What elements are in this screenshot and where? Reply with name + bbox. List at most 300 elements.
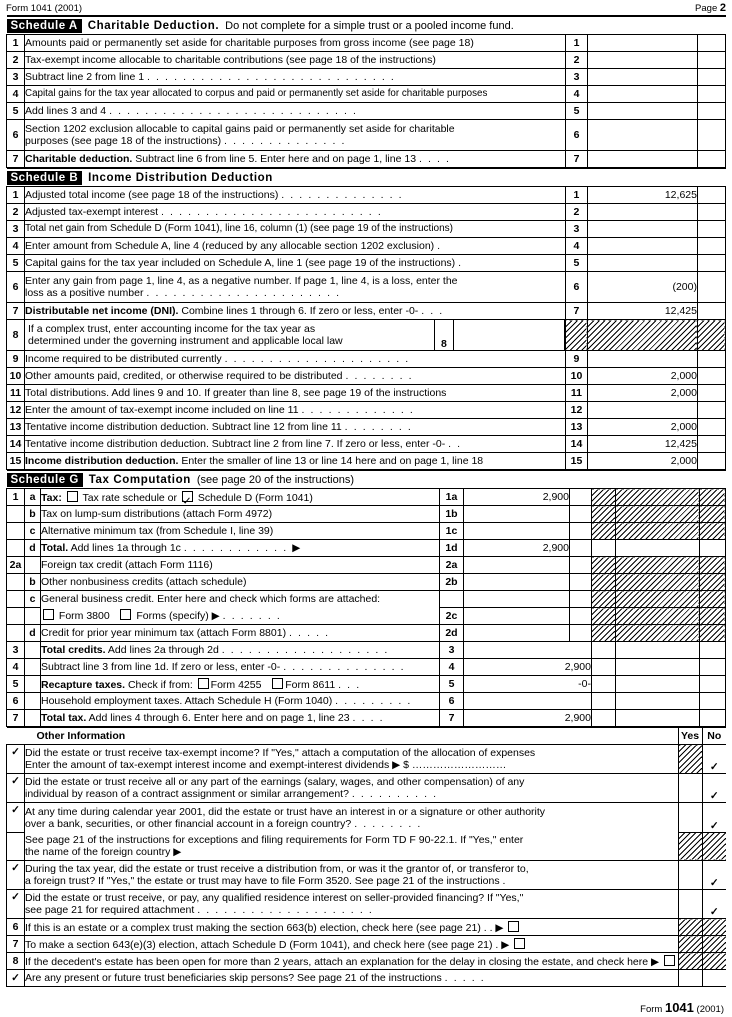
hatched-cell [699,574,725,591]
amount-field[interactable] [587,238,697,255]
line-text: Total net gain from Schedule D (Form 1041), line 16, column (1) (see page 19 of the instructions) [25,221,566,238]
line-text: If the decedent's estate has been open for more than 2 years, attach an explanation for the delay in closing the estate, and check here ▶ [25,953,679,970]
cents-field[interactable] [698,35,726,52]
line-number: 4 [7,238,25,255]
amount-field[interactable] [587,204,697,221]
cents-field[interactable] [697,419,725,436]
hatched-cell [615,506,699,523]
table-row [7,204,726,221]
line-number: 7 [7,710,25,727]
table-row [7,272,726,303]
line-text: Capital gains for the tax year allocated to corpus and paid or permanently set aside for charitable purposes [25,86,566,103]
line-number: 10 [7,368,25,385]
line-text: Total. Add lines 1a through 1c . . . . . . . . . . . . ▶ [41,540,440,557]
table-row [7,221,726,238]
amount-field[interactable]: 2,000 [587,385,697,402]
line-number: 1 [7,35,25,52]
line-text: If this is an estate or a complex trust making the section 663(b) election, check here (see page 21) . . ▶ [25,919,679,936]
schedule-a-header-row [7,16,726,35]
hatched-cell [699,608,725,625]
cents-field[interactable] [569,557,591,574]
hatched-cell [702,919,726,936]
table-row [7,151,726,168]
cents-field[interactable] [569,574,591,591]
table-row [7,120,726,151]
amount-field[interactable] [587,221,697,238]
line-text: Are any present or future trust beneficiaries skip persons? See page 21 of the instructions . . . . . [25,970,679,987]
table-row [7,574,726,591]
hatched-cell [591,489,615,506]
form-4255-checkbox[interactable] [198,678,209,689]
table-row [7,745,727,774]
amount-field[interactable] [587,351,697,368]
line-text: See page 21 of the instructions for exceptions and filing requirements for Form TD F 90-22.1. If "Yes," enter the name of the foreign country ▶ [25,832,679,861]
line-text: Tax: Tax rate schedule or Schedule D (Form 1041) [41,489,440,506]
other-information-table [6,727,726,987]
table-row [7,506,726,523]
cents-field[interactable] [591,676,615,693]
amount-field[interactable] [587,255,697,272]
table-row [7,489,726,506]
hatched-cell [615,591,699,608]
cents-field[interactable] [698,86,726,103]
hatched-cell [699,625,725,642]
amount-field[interactable]: 2,900 [463,710,591,727]
forms-specify-checkbox[interactable] [120,609,131,620]
cents-field[interactable] [698,69,726,86]
hatched-cell [699,489,725,506]
table-row [7,803,727,833]
cents-field[interactable] [698,52,726,69]
line-text: Income distribution deduction. Enter the smaller of line 13 or line 14 here and on page 1, line 18 [25,453,566,470]
col-spacer [615,642,699,659]
line-box-number: 4 [566,86,588,103]
amount-field[interactable] [454,320,565,350]
line-text: During the tax year, did the estate or trust receive a distribution from, or was it the grantor of, or transferor to, a foreign trust? If "Yes," the estate or trust may have to file Form 3520. See page 21 of the instructions . [25,861,679,890]
tax-rate-schedule-checkbox[interactable] [67,491,78,502]
amount-field[interactable] [463,523,569,540]
line-text: Capital gains for the tax year included on Schedule A, line 1 (see page 19 of the instructions) . [25,255,566,272]
line-number: 5 [7,676,25,693]
amount-field[interactable]: 12,425 [587,303,697,320]
line-text: Tentative income distribution deduction. Subtract line 12 from line 11 . . . . . . . . [25,419,566,436]
hatched-cell [699,523,725,540]
hatched-cell [678,919,702,936]
cents-field[interactable] [591,642,615,659]
other-information-title: Other Information [7,728,679,745]
amount-field[interactable] [463,506,569,523]
line-text: If a complex trust, enter accounting income for the tax year as determined under the governing instrument and applicable local law 8 [25,320,566,351]
hatched-cell [565,320,587,351]
line-number: ✓ [7,890,25,919]
line-box-number: 7 [565,303,587,320]
hatched-cell [591,574,615,591]
amount-field[interactable]: -0- [463,676,591,693]
amount-field[interactable]: 2,000 [587,368,697,385]
line-sub-letter: c [25,523,41,540]
amount-field[interactable] [588,120,698,151]
cents-field[interactable] [697,402,725,419]
line-box-number: 1a [439,489,463,506]
answer-yes[interactable] [678,803,702,833]
line-box-number: 5 [439,676,463,693]
answer-no[interactable]: ✓ [702,803,726,833]
amount-field[interactable]: 2,000 [587,453,697,470]
line-number: ✓ [7,745,25,774]
table-row [7,523,726,540]
schedule-b-table [6,168,726,470]
amount-field[interactable]: 2,900 [463,659,591,676]
table-row [7,303,726,320]
cents-field[interactable] [697,187,725,204]
line-text: Other nonbusiness credits (attach schedule) [41,574,440,591]
amount-field[interactable] [463,557,569,574]
line-box-number: 1c [439,523,463,540]
cents-field[interactable] [697,436,725,453]
table-row [7,890,727,919]
answer-yes[interactable] [678,774,702,803]
line-text: Tentative income distribution deduction. Subtract line 2 from line 7. If zero or less, enter -0- . . [25,436,566,453]
estate-open-2-years-checkbox[interactable] [664,955,675,966]
line-box-number: 6 [439,693,463,710]
section-663b-election-checkbox[interactable] [508,921,519,932]
hatched-cell [678,832,702,861]
hatched-cell [615,557,699,574]
line-text: Household employment taxes. Attach Schedule H (Form 1040) . . . . . . . . . [41,693,440,710]
line-text: Did the estate or trust receive all or any part of the earnings (salary, wages, and other compensation) of any individual by reason of a contract assignment or similar arrangement? . . . . . . . . . . [25,774,679,803]
cents-field[interactable] [569,506,591,523]
cents-field[interactable] [697,303,725,320]
section-643e3-election-checkbox[interactable] [514,938,525,949]
line-number: 12 [7,402,25,419]
line-text: Total tax. Add lines 4 through 6. Enter here and on page 1, line 23 . . . . [41,710,440,727]
page-number: Page 2 [695,2,726,14]
col-spacer [699,693,725,710]
hatched-cell [615,625,699,642]
schedule-g-subtitle2: (see page 20 of the instructions) [196,473,354,486]
hatched-cell [615,608,699,625]
table-row [7,557,726,574]
line-box-number: 3 [439,642,463,659]
schedule-a-title: Schedule A [7,19,82,33]
line-number: 8 [7,320,25,351]
cents-field[interactable] [698,151,726,168]
line-box-number: 2b [439,574,463,591]
line-text: Recapture taxes. Check if from: Form 4255 Form 8611 . . . [41,676,440,693]
line-number: 7 [7,151,25,168]
hatched-cell [591,608,615,625]
line-box-number: 14 [565,436,587,453]
amount-field[interactable]: 2,900 [463,489,569,506]
line-number: 2 [7,204,25,221]
table-row [7,608,726,625]
cents-field[interactable] [697,453,725,470]
line-box-number: 2c [439,608,463,625]
col-spacer [699,540,725,557]
table-row [7,402,726,419]
table-row [7,676,726,693]
table-row [7,919,727,936]
cents-field[interactable] [698,120,726,151]
cents-field[interactable] [569,489,591,506]
line-text: To make a section 643(e)(3) election, attach Schedule D (Form 1041), and check here (see page 21) . ▶ [25,936,679,953]
hatched-cell [702,936,726,953]
line-sub-letter: d [25,540,41,557]
amount-field[interactable]: 12,425 [587,436,697,453]
line-number: 4 [7,659,25,676]
table-row [7,238,726,255]
table-row [7,832,727,861]
line-number: ✓ [7,970,25,987]
schedule-g-header-row [7,471,726,489]
line-box-number: 2d [439,625,463,642]
line-sub-letter: b [25,574,41,591]
line-text: Other amounts paid, credited, or otherwise required to be distributed . . . . . . . . [25,368,566,385]
line-number: 1 [7,187,25,204]
line-text: Form 3800 Forms (specify) ▶ . . . . . . . [41,608,440,625]
hatched-cell [591,591,615,608]
cents-field[interactable] [697,272,725,303]
amount-field[interactable] [588,151,698,168]
table-row [7,591,726,608]
schedule-g-table [6,470,726,727]
amount-field[interactable] [463,693,591,710]
line-sub-letter: b [25,506,41,523]
line-number: 3 [7,642,25,659]
line-text: General business credit. Enter here and check which forms are attached: [41,591,440,608]
cents-field[interactable] [697,204,725,221]
table-row [7,936,727,953]
line-box-number: 2 [565,204,587,221]
line-text: Total distributions. Add lines 9 and 10. If greater than line 8, see page 19 of the instructions [25,385,566,402]
hatched-cell [702,832,726,861]
line-number: 15 [7,453,25,470]
table-row [7,774,727,803]
cents-field[interactable] [697,351,725,368]
answer-no[interactable]: ✓ [702,745,726,774]
line-box-number: 1d [439,540,463,557]
table-row [7,255,726,272]
page-header [6,0,726,15]
hatched-cell [591,557,615,574]
amount-field[interactable] [588,35,698,52]
cents-field[interactable] [569,523,591,540]
line-number: 2a [7,557,25,574]
hatched-cell [699,557,725,574]
line-box-number: 1 [565,187,587,204]
line-box-number: 4 [565,238,587,255]
cents-field[interactable] [591,659,615,676]
cents-field[interactable] [698,103,726,120]
line-text: Adjusted tax-exempt interest . . . . . . . . . . . . . . . . . . . . . . . . . [25,204,566,221]
amount-field[interactable] [588,103,698,120]
amount-field[interactable] [588,69,698,86]
cents-field[interactable] [697,238,725,255]
hatched-cell [699,506,725,523]
form-3800-checkbox[interactable] [43,609,54,620]
line-box-number: 2a [439,557,463,574]
table-row [7,861,727,890]
line-text: Enter the amount of tax-exempt income included on line 11 . . . . . . . . . . . . . [25,402,566,419]
line-text: Foreign tax credit (attach Form 1116) [41,557,440,574]
line-number: 3 [7,221,25,238]
leader-dots: . . . . . . . . . . . . . . . . . . . . . . . . . . . . [146,71,396,83]
amount-field[interactable] [463,574,569,591]
col-spacer [615,693,699,710]
line-number: 14 [7,436,25,453]
col-spacer [615,659,699,676]
yes-column-header: Yes [678,728,702,745]
amount-field[interactable]: 12,625 [587,187,697,204]
table-row [7,953,727,970]
line-number: ✓ [7,774,25,803]
line-box-number: 3 [565,221,587,238]
line-number: 3 [7,69,25,86]
cents-field[interactable] [697,385,725,402]
table-row [7,320,726,351]
hatched-cell [615,523,699,540]
line-text: Adjusted total income (see page 18 of the instructions) . . . . . . . . . . . . . . [25,187,566,204]
line-text: Tax-exempt income allocable to charitable contributions (see page 18 of the instructions) [25,52,566,69]
table-row [7,368,726,385]
amount-field[interactable] [588,52,698,69]
amount-field[interactable]: 2,900 [463,540,569,557]
line-box-number: 9 [565,351,587,368]
table-row [7,86,726,103]
cents-field[interactable] [569,540,591,557]
cents-field[interactable] [569,608,591,625]
schedule-a-subtitle2: Do not complete for a simple trust or a pooled income fund. [225,19,514,32]
amount-field[interactable]: (200) [587,272,697,303]
leader-dots: . . . . . . . . . . . . . . . . . . . . . . . . . . . . [109,105,358,117]
line-text: Tax on lump-sum distributions (attach Form 4972) [41,506,440,523]
line-text: Did the estate or trust receive tax-exempt income? If "Yes," attach a computation of the allocation of expenses Enter the amount of tax-exempt interest income and exempt-interest dividends ▶ $ ……………………… [25,745,679,774]
line-text: Enter amount from Schedule A, line 4 (reduced by any allocable section 1202 exclusion) . [25,238,566,255]
line-number: 6 [7,272,25,303]
col-spacer [699,659,725,676]
col-spacer [699,676,725,693]
line-number: 4 [7,86,25,103]
line-box-number: 10 [565,368,587,385]
line-box-number: 7 [439,710,463,727]
line-box-number: 2 [566,52,588,69]
table-row [7,659,726,676]
cents-field[interactable] [591,693,615,710]
hatched-cell [699,591,725,608]
amount-field[interactable] [587,402,697,419]
cents-field[interactable] [697,221,725,238]
line-text: Add lines 3 and 4 . . . . . . . . . . . . . . . . . . . . . . . . . . . . [25,103,566,120]
line-text: Income required to be distributed currently . . . . . . . . . . . . . . . . . . . . . [25,351,566,368]
cents-field[interactable] [591,710,615,727]
amount-field[interactable] [463,642,591,659]
amount-field[interactable]: 2,000 [587,419,697,436]
other-information-header-row [7,728,727,745]
line-box-number: 6 [565,272,587,303]
col-spacer [699,642,725,659]
answer-no[interactable]: ✓ [702,890,726,919]
table-row [7,970,727,987]
line-number: 7 [7,303,25,320]
line-sub-letter: c [25,591,41,608]
col-spacer [615,676,699,693]
line-text: Charitable deduction. Subtract line 6 from line 5. Enter here and on page 1, line 13 . . . . [25,151,566,168]
cents-field[interactable] [697,255,725,272]
hatched-cell [697,320,725,351]
col-spacer [615,710,699,727]
table-row [7,35,726,52]
table-row [7,187,726,204]
line-text: Total credits. Add lines 2a through 2d . . . . . . . . . . . . . . . . . . . [41,642,440,659]
col-spacer [591,540,615,557]
cents-field[interactable] [697,368,725,385]
line-number: 11 [7,385,25,402]
line-number: 6 [7,693,25,710]
line-text: Distributable net income (DNI). Combine lines 1 through 6. If zero or less, enter -0- . . . [25,303,566,320]
table-row [7,540,726,557]
answer-yes[interactable] [678,970,702,987]
amount-field[interactable] [463,608,569,625]
line-box-number: 12 [565,402,587,419]
line-box-number: 7 [566,151,588,168]
line-number: 9 [7,351,25,368]
line-box-number: 4 [439,659,463,676]
amount-field[interactable] [588,86,698,103]
line-number: 7 [7,936,25,953]
answer-yes[interactable] [678,861,702,890]
answer-yes[interactable] [678,890,702,919]
table-row [7,103,726,120]
form-8611-checkbox[interactable] [272,678,283,689]
hatched-cell [591,625,615,642]
line-box-number: 1 [566,35,588,52]
line-box-number: 13 [565,419,587,436]
line-number: 1 [7,489,25,506]
line-number: 2 [7,52,25,69]
line-sub-letter: a [25,489,41,506]
line-box-number: 5 [565,255,587,272]
line-text: Amounts paid or permanently set aside for charitable purposes from gross income (see page 18) [25,35,566,52]
answer-no[interactable]: ✓ [702,774,726,803]
line-box-number: 11 [565,385,587,402]
cents-field[interactable] [569,625,591,642]
line-text: Section 1202 exclusion allocable to capital gains paid or permanently set aside for charitable purposes (see page 18 of the instructions) . . . . . . . . . . . . . . [25,120,566,151]
line-text: Enter any gain from page 1, line 4, as a negative number. If page 1, line 4, is a loss, enter the loss as a positive number . . . . . . . . . . . . . . . . . . . . . . [25,272,566,303]
table-row [7,351,726,368]
hatched-cell [591,506,615,523]
line-box-number: 5 [566,103,588,120]
answer-no[interactable]: ✓ [702,861,726,890]
line-text: Credit for prior year minimum tax (attach Form 8801) . . . . . [41,625,440,642]
answer-no[interactable] [702,970,726,987]
schedule-g-subtitle: Tax Computation [88,473,191,486]
schedule-b-title: Schedule B [7,171,83,185]
schedule-a-subtitle: Charitable Deduction. [87,19,220,32]
col-spacer [615,540,699,557]
amount-field[interactable] [463,625,569,642]
line-text: Did the estate or trust receive, or pay, any qualified residence interest on seller-provided financing? If "Yes," see page 21 for required attachment . . . . . . . . . . . . . . . . . . . . [25,890,679,919]
line-number: 5 [7,255,25,272]
line-number: 5 [7,103,25,120]
table-row [7,385,726,402]
hatched-cell [615,574,699,591]
line-text: Subtract line 3 from line 1d. If zero or less, enter -0- . . . . . . . . . . . . . . [41,659,440,676]
table-row [7,642,726,659]
line-number: 13 [7,419,25,436]
line-box-number: 1b [439,506,463,523]
no-column-header: No [702,728,726,745]
schedule-d-checkbox[interactable] [182,491,193,502]
